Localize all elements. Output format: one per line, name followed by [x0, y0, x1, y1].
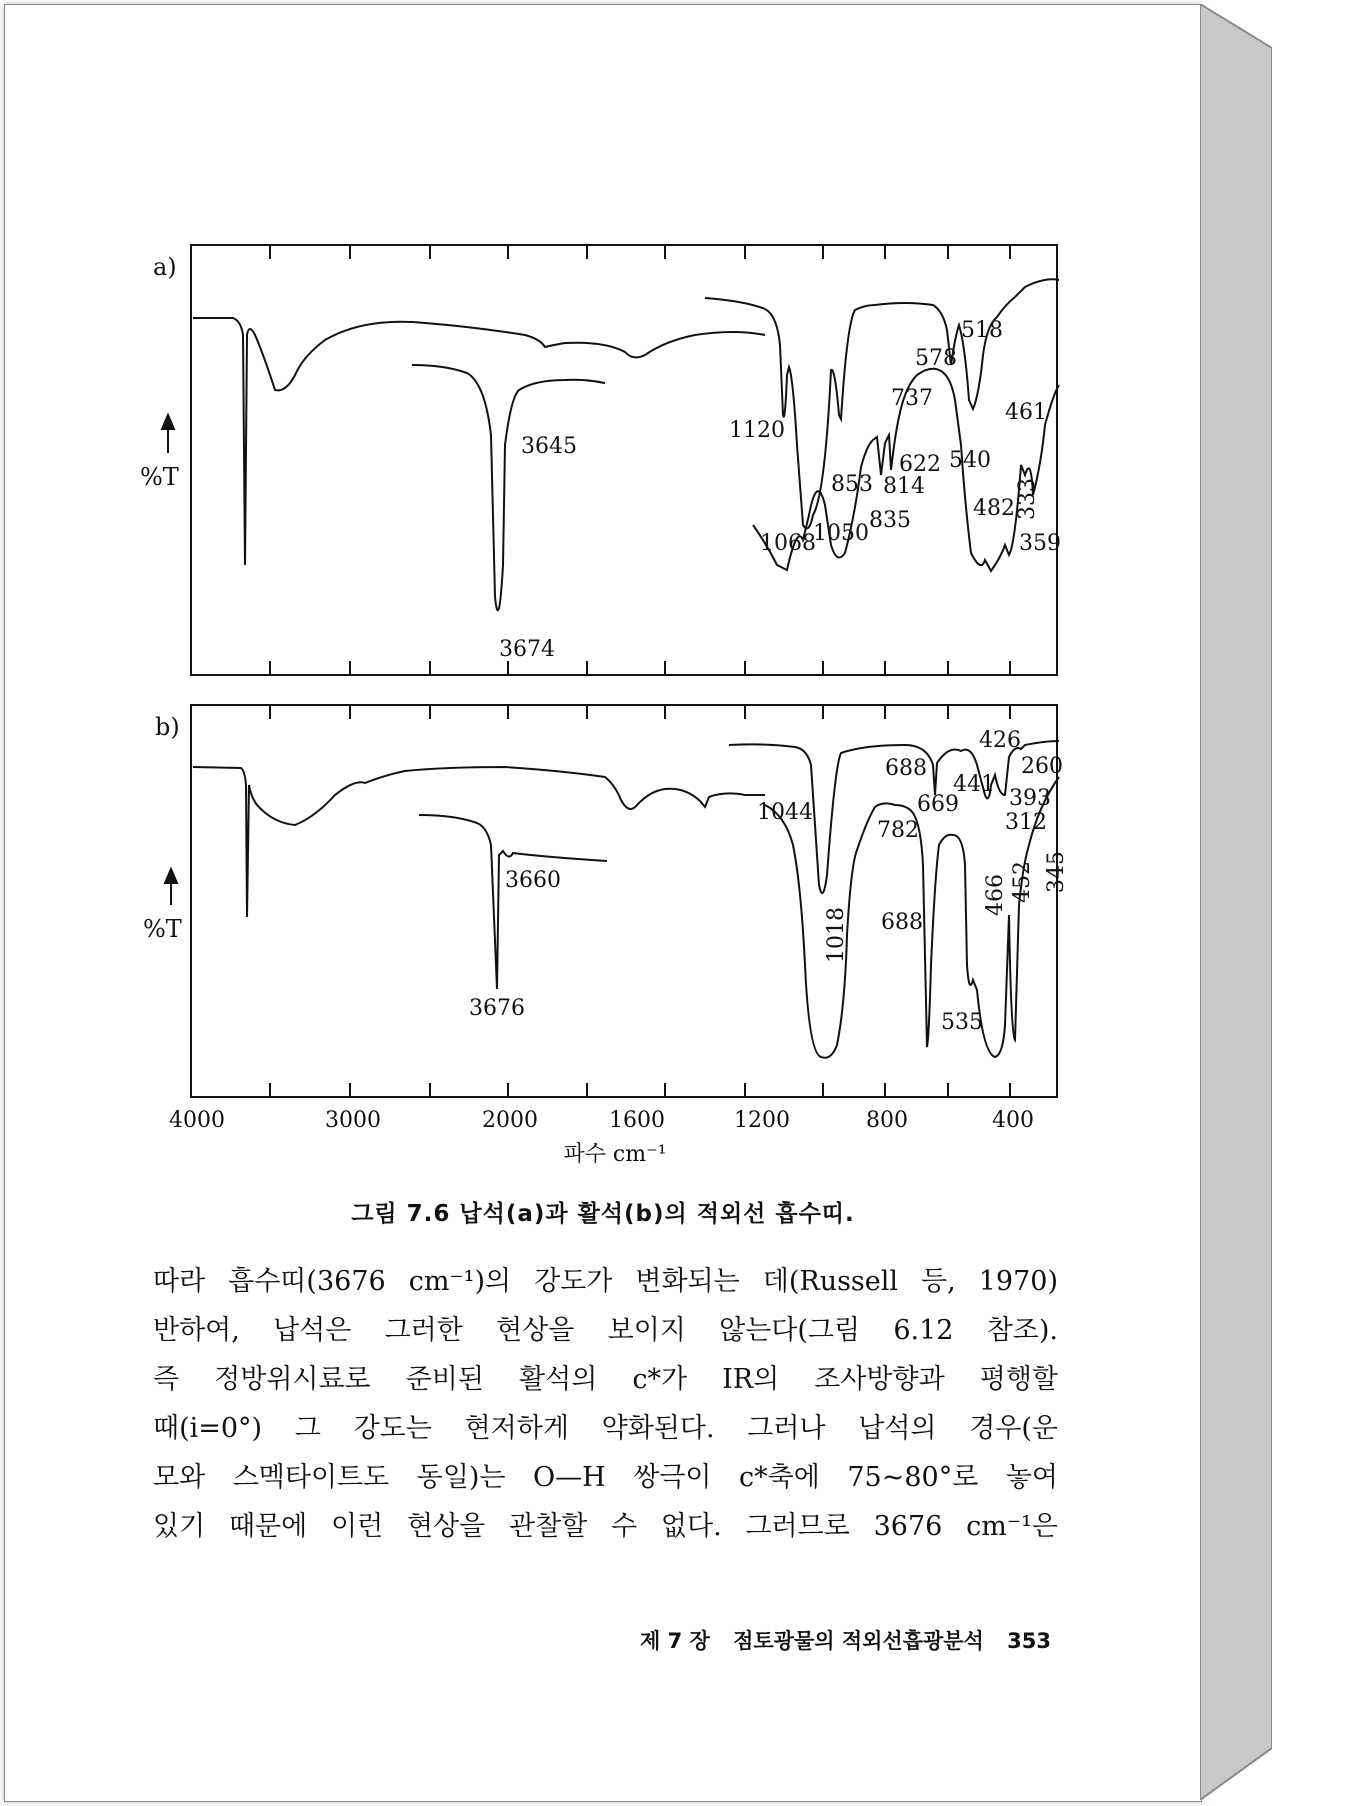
x-axis-title: 파수 cm⁻¹ — [563, 1142, 667, 1167]
panel-a-curves — [193, 279, 1059, 610]
peak-label: 3674 — [499, 637, 555, 662]
peak-label: 1044 — [757, 800, 813, 825]
page-number: 353 — [1007, 1629, 1051, 1653]
panel-b-y-arrow — [165, 869, 177, 905]
panel-b-peak-labels — [469, 728, 1069, 1035]
x-tick-label: 800 — [866, 1108, 908, 1133]
x-tick-label: 400 — [992, 1108, 1034, 1133]
x-tick-label: 1200 — [734, 1108, 790, 1133]
body-line: 따라 흡수띠(3676 cm⁻¹)의 강도가 변화되는 데(Russell 등, 1970) — [153, 1266, 1058, 1297]
peak-label: 688 — [881, 910, 923, 935]
body-line: 있기 때문에 이런 현상을 관찰할 수 없다. 그러므로 3676 cm⁻¹은 — [153, 1511, 1058, 1542]
peak-label: 622 — [899, 452, 941, 477]
peak-label: 482 — [973, 496, 1015, 521]
peak-label: 441 — [953, 772, 995, 797]
panel-a-y-arrow — [162, 415, 174, 453]
peak-label: 782 — [877, 818, 919, 843]
peak-label: 359 — [1019, 531, 1061, 556]
peak-label: 461 — [1005, 400, 1047, 425]
peak-label: 312 — [1005, 810, 1047, 835]
footer-chapter: 제 7 장 — [639, 1629, 710, 1653]
x-axis-tick-labels — [169, 1108, 1034, 1133]
peak-label: 333 — [1015, 478, 1040, 520]
body-paragraph — [153, 1257, 1058, 1551]
peak-label: 535 — [941, 1010, 983, 1035]
peak-label: 3676 — [469, 996, 525, 1021]
peak-label: 345 — [1044, 851, 1069, 893]
body-line: 즉 정방위시료로 준비된 활석의 c*가 IR의 조사방향과 평행할 — [153, 1364, 1058, 1395]
body-line: 모와 스멕타이트도 동일)는 O—H 쌍극이 c*축에 75~80°로 놓여 — [153, 1462, 1058, 1493]
peak-label: 3645 — [521, 434, 577, 459]
peak-label: 688 — [885, 756, 927, 781]
panel-b-label: b) — [155, 713, 180, 741]
panel-a-peak-labels — [499, 318, 1061, 662]
footer-title: 점토광물의 적외선흡광분석 — [733, 1629, 984, 1653]
x-tick-label: 4000 — [169, 1108, 225, 1133]
panel-a-label: a) — [153, 253, 177, 281]
peak-label: 452 — [1010, 861, 1035, 903]
x-tick-label: 3000 — [325, 1108, 381, 1133]
book-spine — [1200, 4, 1272, 1800]
peak-label: 466 — [983, 874, 1008, 916]
peak-label: 814 — [883, 474, 925, 499]
peak-label: 853 — [831, 472, 873, 497]
peak-label: 1050 — [813, 521, 869, 546]
peak-label: 1120 — [729, 418, 785, 443]
peak-label: 669 — [917, 792, 959, 817]
peak-label: 540 — [949, 448, 991, 473]
peak-label: 578 — [915, 346, 957, 371]
body-line: 반하여, 납석은 그러한 현상을 보이지 않는다(그림 6.12 참조). — [153, 1315, 1058, 1346]
panel-b-curves — [193, 741, 1059, 1058]
x-tick-label: 1600 — [609, 1108, 665, 1133]
x-tick-label: 2000 — [482, 1108, 538, 1133]
peak-label: 518 — [961, 318, 1003, 343]
panel-b-y-label: %T — [143, 915, 182, 943]
peak-label: 3660 — [505, 868, 561, 893]
book-page — [4, 4, 1202, 1802]
peak-label: 1018 — [824, 907, 849, 963]
peak-label: 1068 — [760, 531, 816, 556]
peak-label: 393 — [1009, 786, 1051, 811]
peak-label: 426 — [979, 728, 1021, 753]
body-line: 때(i=0°) 그 강도는 현저하게 약화된다. 그러나 납석의 경우(운 — [153, 1413, 1058, 1444]
peak-label: 835 — [869, 508, 911, 533]
peak-label: 260 — [1021, 754, 1063, 779]
ir-spectra-figure — [5, 5, 1201, 1185]
peak-label: 737 — [891, 386, 933, 411]
panel-a-y-label: %T — [140, 463, 179, 491]
running-footer — [624, 1625, 1051, 1655]
figure-caption: 그림 7.6 납석(a)과 활석(b)의 적외선 흡수띠. — [351, 1201, 855, 1227]
